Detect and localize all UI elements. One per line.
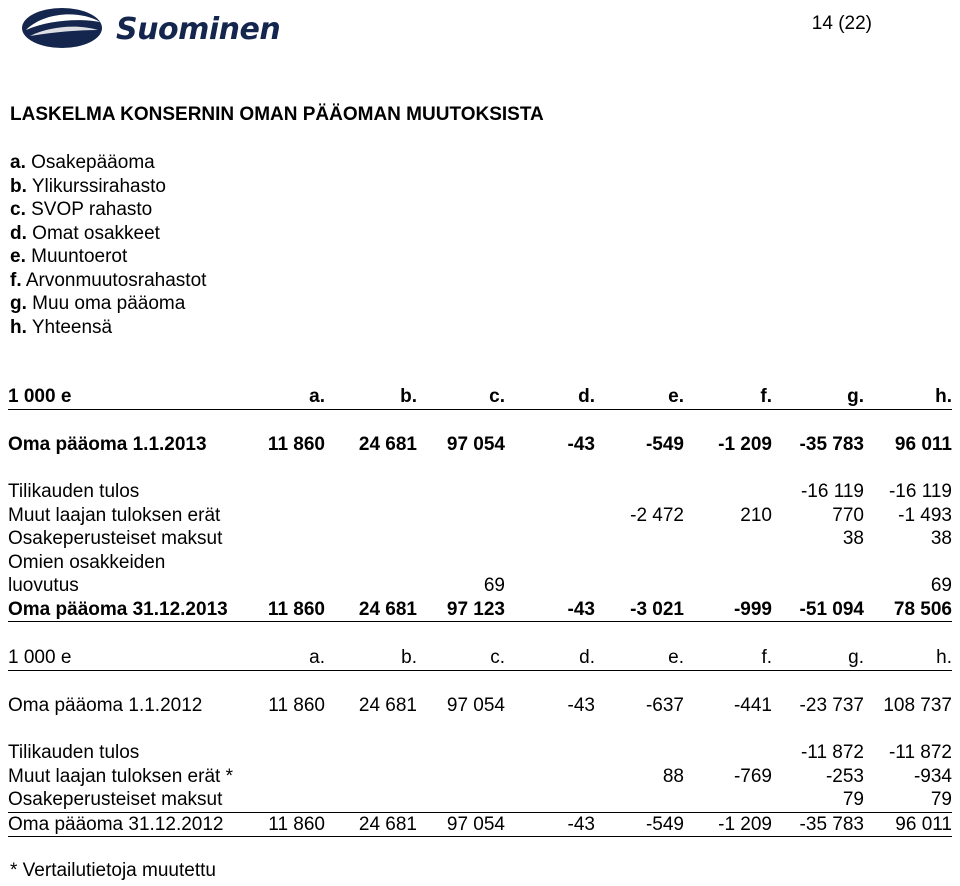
column-header: e. [668, 647, 684, 668]
legend-letter: c. [10, 199, 26, 220]
legend-item [10, 198, 206, 222]
table-cell: 108 737 [883, 695, 952, 716]
table-cell: 11 860 [268, 695, 325, 716]
table-cell: -3 021 [630, 598, 684, 620]
table-header-row [8, 646, 952, 671]
table-cell: -43 [567, 434, 595, 455]
column-header: b. [401, 647, 417, 668]
page-number: 14 (22) [811, 13, 872, 34]
row-label: Tilikauden tulos [8, 481, 140, 502]
legend-item [10, 175, 206, 199]
table-cell: 69 [930, 575, 952, 596]
row-label: Muut laajan tuloksen erät * [8, 765, 233, 787]
table-cell: 24 681 [358, 598, 417, 620]
table-cell: 24 681 [358, 434, 417, 455]
row-label: Oma pääoma 1.1.2013 [8, 434, 207, 455]
table-cell: 88 [662, 765, 684, 787]
table-cell: -549 [645, 813, 684, 835]
table-row [8, 788, 952, 813]
legend-letter: f. [10, 269, 22, 291]
column-header: c. [489, 386, 505, 407]
table-cell: 38 [930, 528, 952, 549]
row-label: Osakeperusteiset maksut [8, 789, 223, 810]
row-label: Oma pääoma 31.12.2012 [8, 813, 224, 835]
table-cell: -934 [913, 765, 952, 787]
table-cell: -43 [567, 695, 595, 716]
table-cell: 210 [740, 504, 772, 526]
table-cell: 96 011 [894, 434, 952, 455]
footnote: * Vertailutietoja muutettu [10, 860, 216, 881]
table-cell: 96 011 [895, 813, 952, 835]
table-row [8, 504, 952, 528]
equity-table-2013 [8, 385, 952, 622]
column-header: d. [579, 647, 595, 668]
column-header: f. [761, 647, 772, 668]
table-row [8, 765, 952, 789]
table-cell: -1 209 [718, 813, 772, 835]
unit-label: 1 000 e [8, 386, 72, 407]
column-legend [10, 151, 206, 339]
table-row [8, 527, 952, 551]
table-cell: -35 783 [799, 434, 864, 455]
table-cell: 11 860 [267, 598, 325, 620]
legend-text: Osakepääoma [25, 152, 155, 173]
row-label: Omien osakkeiden [8, 551, 166, 573]
row-label: Muut laajan tuloksen erät [8, 504, 221, 526]
legend-text: Ylikurssirahasto [26, 175, 166, 197]
table-cell: 78 506 [893, 598, 952, 620]
table-cell: -549 [645, 434, 684, 455]
column-header: c. [490, 647, 505, 668]
legend-item [10, 222, 206, 246]
legend-text: Arvonmuutosrahastot [21, 269, 207, 291]
table-cell: -2 472 [630, 504, 684, 526]
table-cell: 97 054 [446, 813, 505, 835]
logo-emblem-icon [18, 4, 108, 52]
legend-text: Muuntoerot [25, 246, 128, 267]
legend-item [10, 292, 206, 316]
table-cell: 11 860 [268, 813, 325, 835]
table-cell: 38 [842, 528, 864, 549]
table-row [8, 551, 952, 575]
table-cell: 79 [842, 789, 864, 810]
logo-wordmark: Suominen [116, 12, 281, 47]
page-title: LASKELMA KONSERNIN OMAN PÄÄOMAN MUUTOKSISTA [10, 104, 544, 125]
table-cell: 24 681 [358, 695, 417, 716]
table-cell: 97 054 [446, 434, 505, 455]
legend-text: SVOP rahasto [25, 199, 153, 220]
column-header: h. [936, 647, 952, 668]
row-label: Oma pääoma 31.12.2013 [8, 598, 228, 620]
table-cell: -1 493 [898, 504, 952, 526]
legend-letter: g. [10, 293, 27, 314]
column-header: g. [847, 386, 864, 407]
table-cell: 69 [483, 575, 505, 596]
legend-item [10, 269, 206, 293]
table-cell: -637 [645, 695, 684, 716]
table-cell: -769 [733, 765, 772, 787]
column-header: a. [309, 386, 325, 407]
legend-item [10, 151, 206, 175]
table-cell: -253 [825, 765, 864, 787]
legend-text: Omat osakkeet [26, 222, 160, 244]
equity-table-2012 [8, 646, 952, 837]
table-cell: 24 681 [358, 813, 417, 835]
table-cell: 11 860 [267, 434, 325, 455]
column-header: h. [935, 386, 952, 407]
column-header: d. [578, 386, 595, 407]
table-cell: -999 [733, 598, 772, 620]
table-header-row [8, 385, 952, 410]
table-cell: -23 737 [799, 695, 864, 716]
table-cell: 770 [832, 504, 864, 526]
legend-letter: d. [10, 222, 27, 244]
closing-balance-row [8, 598, 952, 623]
table-cell: -16 119 [888, 481, 952, 502]
legend-text: Muu oma pääoma [26, 293, 186, 314]
legend-item [10, 316, 206, 340]
row-label: luovutus [8, 575, 79, 596]
column-header: a. [309, 647, 325, 668]
row-label: Oma pääoma 1.1.2012 [8, 695, 203, 716]
table-row [8, 741, 952, 765]
table-cell: -441 [733, 695, 772, 716]
company-logo [18, 4, 328, 56]
table-cell: 97 123 [446, 598, 505, 620]
closing-balance-row [8, 813, 952, 838]
table-cell: -1 209 [718, 434, 772, 455]
table-cell: -11 872 [800, 742, 864, 763]
table-row [8, 480, 952, 504]
row-label: Osakeperusteiset maksut [8, 528, 223, 549]
row-label: Tilikauden tulos [8, 742, 140, 763]
legend-letter: b. [10, 175, 27, 197]
unit-label: 1 000 e [8, 647, 72, 668]
legend-letter: e. [10, 246, 26, 267]
table-cell: -43 [567, 598, 595, 620]
legend-text: Yhteensä [26, 316, 113, 338]
table-cell: 97 054 [446, 695, 505, 716]
opening-balance-row [8, 433, 952, 457]
column-header: e. [668, 386, 684, 407]
table-cell: -43 [567, 813, 595, 835]
table-cell: -51 094 [799, 598, 864, 620]
table-cell: -11 872 [888, 742, 952, 763]
column-header: b. [400, 386, 417, 407]
legend-item [10, 245, 206, 269]
opening-balance-row [8, 694, 952, 718]
table-cell: -16 119 [800, 481, 864, 502]
column-header: g. [848, 647, 864, 668]
table-cell: -35 783 [799, 813, 864, 835]
table-cell: 79 [930, 789, 952, 810]
legend-letter: a. [10, 152, 26, 173]
table-row [8, 574, 952, 598]
column-header: f. [760, 386, 772, 407]
legend-letter: h. [10, 316, 27, 338]
